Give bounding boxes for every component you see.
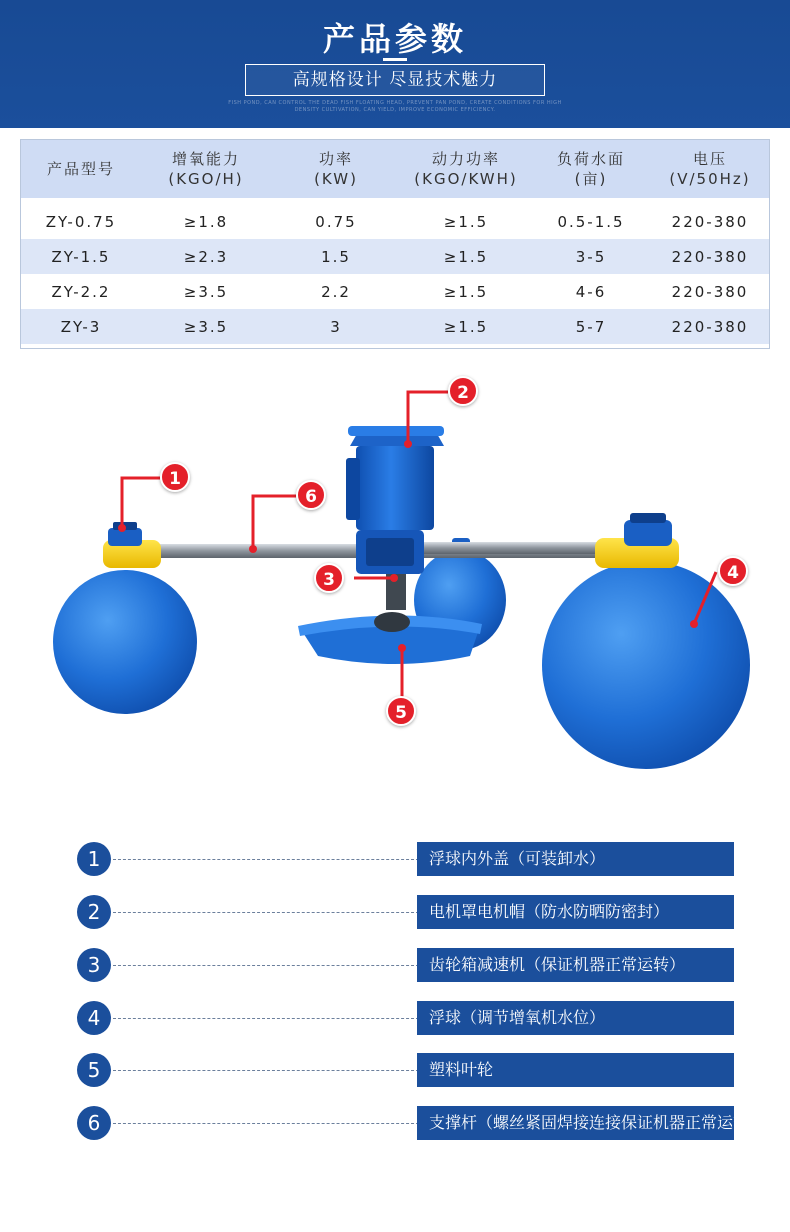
legend-leader xyxy=(113,912,419,913)
table-row xyxy=(21,239,769,274)
legend-text: 塑料叶轮 xyxy=(417,1053,734,1087)
table-cell: 3 xyxy=(330,317,342,336)
legend-item xyxy=(77,895,737,931)
table-cell: 220-380 xyxy=(671,212,749,231)
table-cell: 3-5 xyxy=(575,247,607,266)
legend-text: 浮球（调节增氧机水位） xyxy=(417,1001,734,1035)
legend-text: 齿轮箱减速机（保证机器正常运转） xyxy=(417,948,734,982)
legend-item xyxy=(77,1106,766,1142)
legend-number: 6 xyxy=(77,1106,111,1140)
table-header-row xyxy=(21,140,769,198)
spec-table xyxy=(20,139,770,349)
table-cell: ≥2.3 xyxy=(183,247,229,266)
page-title: 产品参数 xyxy=(322,20,467,58)
table-cell: ≥1.5 xyxy=(443,212,489,231)
table-cell: 5-7 xyxy=(575,317,607,336)
legend-item xyxy=(77,948,737,984)
legend-text: 支撑杆（螺丝紧固焊接连接保证机器正常运转） xyxy=(417,1106,734,1140)
legend-item xyxy=(77,1053,737,1089)
table-cell: ZY-2.2 xyxy=(51,282,111,301)
table-row xyxy=(21,274,769,309)
table-cell: 220-380 xyxy=(671,282,749,301)
legend-leader xyxy=(113,1070,419,1071)
table-cell: 1.5 xyxy=(321,247,351,266)
header-power-efficiency: 动力功率 (KGO/KWH) xyxy=(414,150,518,188)
legend-number: 1 xyxy=(77,842,111,876)
table-cell: ≥3.5 xyxy=(183,282,229,301)
table-cell: 0.75 xyxy=(315,212,357,231)
legend-text: 电机罩电机帽（防水防晒防密封） xyxy=(417,895,734,929)
legend-item xyxy=(77,1001,737,1037)
title-underline xyxy=(383,58,407,61)
table-cell: 0.5-1.5 xyxy=(557,212,625,231)
legend-number: 5 xyxy=(77,1053,111,1087)
table-cell: 220-380 xyxy=(671,317,749,336)
header-power: 功率 (KW) xyxy=(314,150,358,188)
product-illustration xyxy=(0,360,790,800)
header-banner xyxy=(0,0,790,128)
legend-leader xyxy=(113,1123,419,1124)
table-cell: ≥1.5 xyxy=(443,282,489,301)
callout-1: 1 xyxy=(160,462,190,492)
legend-leader xyxy=(113,1018,419,1019)
table-cell: ≥3.5 xyxy=(183,317,229,336)
table-row xyxy=(21,204,769,239)
legend-text: 浮球内外盖（可装卸水） xyxy=(417,842,734,876)
legend-item xyxy=(77,842,737,878)
table-cell: ≥1.8 xyxy=(183,212,229,231)
header-oxygen-capacity: 增氧能力 (KGO/H) xyxy=(168,150,244,188)
table-cell: ZY-0.75 xyxy=(45,212,117,231)
table-cell: 4-6 xyxy=(575,282,607,301)
table-cell: ≥1.5 xyxy=(443,317,489,336)
table-cell: 220-380 xyxy=(671,247,749,266)
table-cell: ZY-3 xyxy=(60,317,102,336)
aerator-drawing xyxy=(0,360,790,800)
legend-leader xyxy=(113,859,419,860)
header-water-area: 负荷水面 (亩) xyxy=(556,150,625,188)
table-cell: 2.2 xyxy=(321,282,351,301)
header-voltage: 电压 (V/50Hz) xyxy=(669,150,751,188)
subtitle: 高规格设计 尽显技术魅力 xyxy=(245,64,545,96)
legend-leader xyxy=(113,965,419,966)
callout-4: 4 xyxy=(718,556,748,586)
callout-6: 6 xyxy=(296,480,326,510)
legend-number: 4 xyxy=(77,1001,111,1035)
callout-3: 3 xyxy=(314,563,344,593)
fine-print: FISH POND, CAN CONTROL THE DEAD FISH FLOATING HEAD, PREVENT PAN POND, CREATE CONDITIONS FOR HIGH DENSITY CULTIVATION, CAN YIELD, IMPROVE ECONOMIC EFFICIENCY. xyxy=(228,100,562,113)
legend-number: 2 xyxy=(77,895,111,929)
legend-number: 3 xyxy=(77,948,111,982)
table-cell: ≥1.5 xyxy=(443,247,489,266)
callout-2: 2 xyxy=(448,376,478,406)
table-row xyxy=(21,309,769,344)
callout-5: 5 xyxy=(386,696,416,726)
table-cell: ZY-1.5 xyxy=(51,247,111,266)
header-model: 产品型号 xyxy=(46,160,115,178)
